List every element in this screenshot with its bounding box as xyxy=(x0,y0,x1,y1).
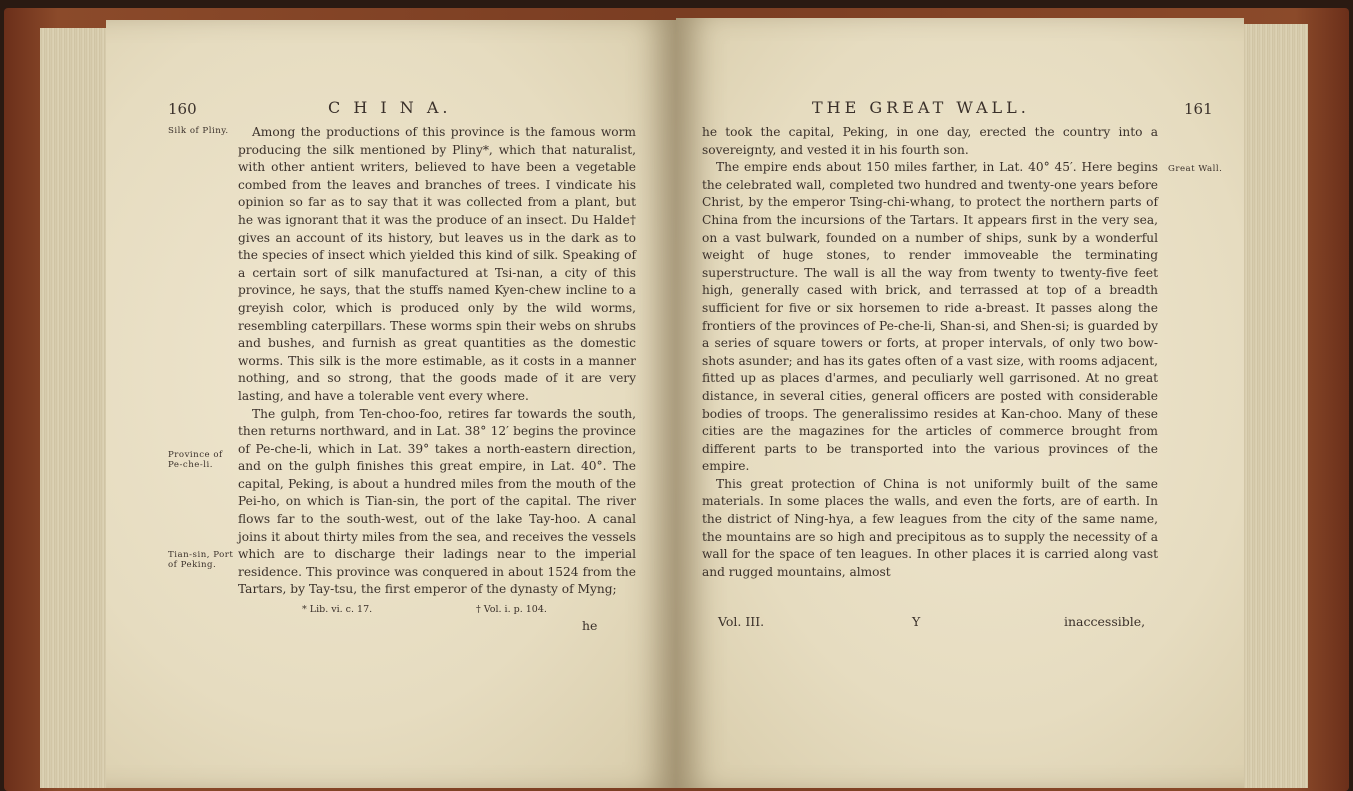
paragraph: Among the productions of this province is the famous worm producing the silk mentioned by Pliny*, which that naturalist, with other antient writers, believed to have been a vegetable combed from the leaves and branches of trees. I vindicate his opinion so far as to say that it was collected from a plant, but he was ignorant that it was the produce of an insect. Du Halde† gives an account of its history, but leaves us in the dark as to the species of insect which yielded this kind of silk. Speaking of a certain sort of silk manufactured at Tsi-nan, a city of this province, he says, that the stuffs named Kyen-chew incline to a greyish color, which is produced only by the wild worms, resembling caterpillars. These worms spin their webs on shrubs and bushes, and furnish as great quantities as the domestic worms. This silk is the more estimable, as it costs in a manner nothing, and so strong, that the goods made of it are very lasting, and have a tolerable vent every where. xyxy=(238,125,636,403)
paragraph: This great protection of China is not uniformly built of the same materials. In some places the walls, and even the forts, are of earth. In the district of Ning-hya, a few leagues from the city of the same name, the mountains are so high and precipitous as to supply the necessity of a wall for the space of ten leagues. In other places it is carried along vast and rugged mountains, almost xyxy=(702,476,1158,579)
paragraph: he took the capital, Peking, in one day, erected the country into a sovereignty, and vested it in his fourth son. xyxy=(702,125,1158,157)
margin-note: Great Wall. xyxy=(1168,164,1223,174)
running-head: THE GREAT WALL. xyxy=(812,98,1030,117)
right-page xyxy=(676,18,1244,788)
body-text xyxy=(702,124,1158,581)
page-edges-left xyxy=(40,28,110,788)
body-text xyxy=(238,124,636,599)
page-number: 160 xyxy=(168,100,197,118)
volume-number: Vol. III. xyxy=(718,614,765,629)
footnote: † Vol. i. p. 104. xyxy=(476,604,547,615)
page-number: 161 xyxy=(1184,100,1213,118)
left-page xyxy=(106,20,676,788)
margin-note: Province of Pe-che-li. xyxy=(168,450,223,470)
signature-mark: Y xyxy=(912,614,921,629)
catchword: inaccessible, xyxy=(1064,614,1146,629)
margin-note: Tian-sin, Port of Peking. xyxy=(168,550,234,570)
paragraph: The gulph, from Ten-choo-foo, retires far towards the south, then returns northward, and in Lat. 38° 12′ begins the province of Pe-che-li, which in Lat. 39° takes a north-eastern direction, and on the gulph finishes this great empire, in Lat. 40°. The capital, Peking, is about a hundred miles from the mouth of the Pei-ho, on which is Tian-sin, the port of the capital. The river flows far to the south-west, out of the lake Tay-hoo. A canal joins it about thirty miles from the sea, and receives the vessels which are to discharge their ladings near to the imperial residence. This province was conquered in about 1524 from the Tartars, by Tay-tsu, the first emperor of the dynasty of Myng; xyxy=(238,406,636,597)
running-head: C H I N A. xyxy=(328,98,452,117)
margin-note: Silk of Pliny. xyxy=(168,126,229,136)
paragraph: The empire ends about 150 miles farther, in Lat. 40° 45′. Here begins the celebrated wall, completed two hundred and twenty-one years before Christ, by the emperor Tsing-chi-whang, to protect the northern parts of China from the incursions of the Tartars. It appears first in the very sea, on a vast bulwark, founded on a number of ships, sunk by a wonderful weight of huge stones, to render immoveable the terminating superstructure. The wall is all the way from twenty to twenty-five feet high, generally cased with brick, and terrassed at top of a breadth sufficient for five or six horsemen to ride a-breast. It passes along the frontiers of the provinces of Pe-che-li, Shan-si, and Shen-si; is guarded by a series of square towers or forts, at proper intervals, of only two bow-shots asunder; and has its gates often of a vast size, with rooms adjacent, fitted up as places d'armes, and peculiarly well garrisoned. At no great distance, in several cities, general officers are posted with considerable bodies of troops. The generalissimo resides at Kan-choo. Many of these cities are the magazines for the articles of commerce brought from different parts to be transported into the various provinces of the empire. xyxy=(702,160,1158,474)
page-edges-right xyxy=(1238,24,1308,788)
footnote: * Lib. vi. c. 17. xyxy=(302,604,373,615)
catchword: he xyxy=(582,618,598,633)
